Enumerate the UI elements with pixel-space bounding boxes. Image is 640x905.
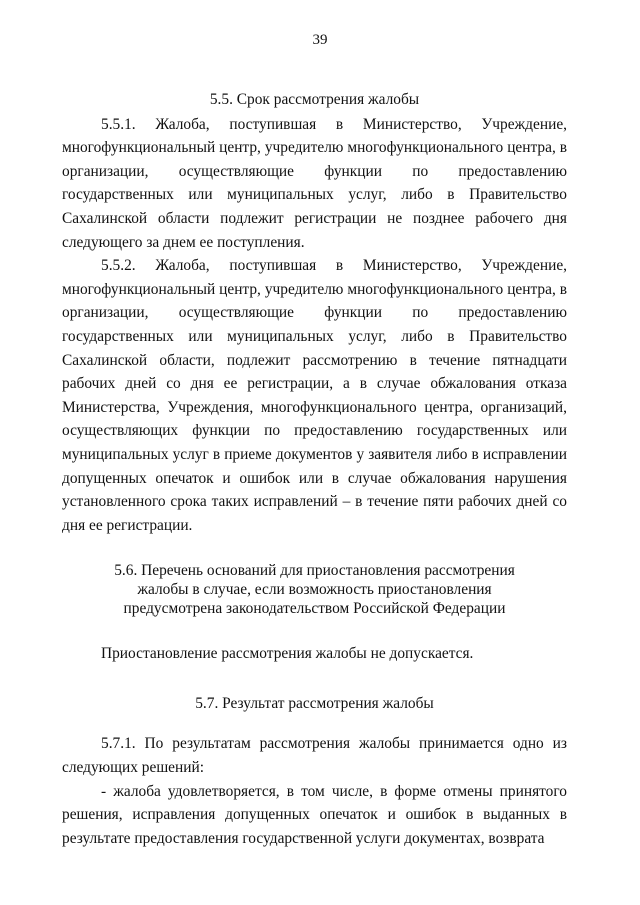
spacer xyxy=(62,537,567,561)
section-5-6-heading-line: жалобы в случае, если возможность приостановления xyxy=(137,581,492,599)
page-number: 39 xyxy=(312,32,328,48)
section-5-6-heading xyxy=(62,561,567,618)
section-5-6-heading-line: 5.6. Перечень оснований для приостановления рассмотрения xyxy=(114,562,515,580)
section-5-6-heading-line: предусмотрена законодательством Российской Федерации xyxy=(123,600,506,618)
paragraph-5-5-1: 5.5.1. Жалоба, поступившая в Министерство, Учреждение, многофункциональный центр, учредителю многофункционального центра, в организации, осуществляющие функции по предоставлению государственных или муниципальных услуг, либо в Правительство Сахалинской области подлежит регистрации не позднее рабочего дня следующего за днем ее поступления. xyxy=(62,115,567,251)
paragraph-5-6: Приостановление рассмотрения жалобы не допускается. xyxy=(101,645,474,663)
section-5-7-heading: 5.7. Результат рассмотрения жалобы xyxy=(195,694,434,712)
paragraph-decision-item: - жалоба удовлетворяется, в том числе, в форме отмены принятого решения, исправления допущенных опечаток и ошибок в выданных в результате предоставления государственной услуги документах, возврата xyxy=(62,782,567,847)
paragraph-5-7-1: 5.7.1. По результатам рассмотрения жалобы принимается одно из следующих решений: xyxy=(62,735,567,777)
spacer xyxy=(62,715,567,732)
paragraph-5-5-2: 5.5.2. Жалоба, поступившая в Министерство, Учреждение, многофункциональный центр, учредителю многофункционального центра, в организации, осуществляющие функции по предоставлению государственных или муниципальных услуг, либо в Правительство Сахалинской области, подлежит рассмотрению в течение пятнадцати рабочих дней со дня ее регистрации, а в случае обжалования отказа Министерства, Учреждения, многофункционального центра, организаций, осуществляющих функции по предоставлению государственных или муниципальных услуг в приеме документов у заявителя либо в исправлении допущенных опечаток и ошибок или в случае обжалования нарушения установленного срока таких исправлений – в течение пяти рабочих дней со дня ее регистрации. xyxy=(62,257,567,534)
page-content xyxy=(62,88,567,850)
section-5-5-heading: 5.5. Срок рассмотрения жалобы xyxy=(209,91,420,108)
spacer xyxy=(62,618,567,642)
spacer xyxy=(62,666,567,692)
